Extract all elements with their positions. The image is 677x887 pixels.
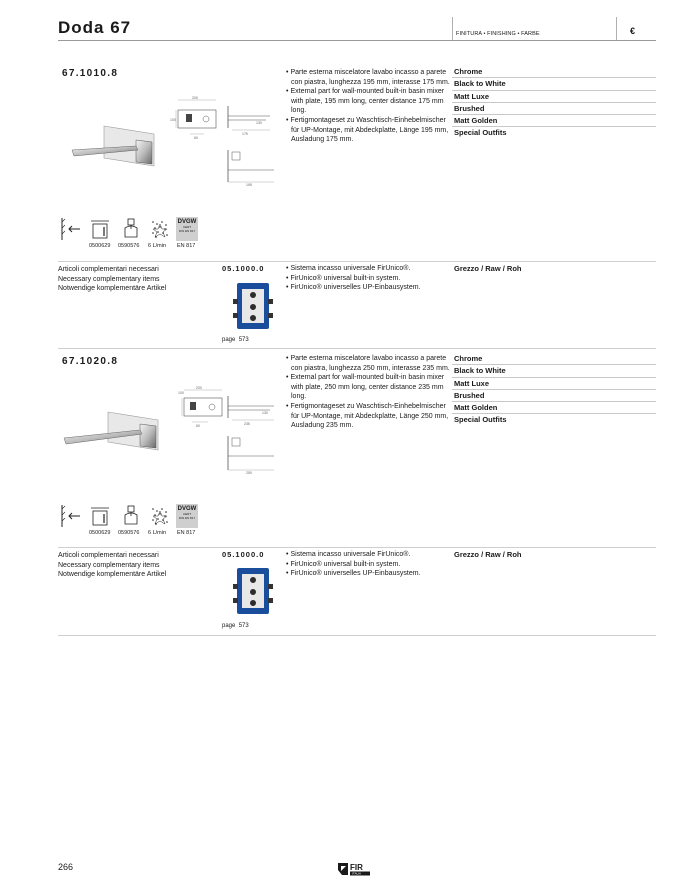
header-rule	[58, 40, 656, 41]
icon-label: EN 817	[177, 243, 196, 249]
complementary-finish: Grezzo / Raw / Roh	[454, 550, 522, 559]
complementary-label-en: Necessary complementary items	[58, 275, 160, 283]
plate-icon	[89, 218, 111, 240]
dim-depth: 60	[196, 424, 200, 428]
dim-h2: 130	[262, 411, 268, 415]
icon-label: 6 L/min	[148, 530, 167, 536]
finish-option[interactable]: Special Outfits	[454, 415, 507, 425]
complementary-description	[284, 550, 450, 579]
aerator-flow-icon	[149, 505, 171, 527]
description-en: • FirUnico® universal built-in system.	[284, 274, 450, 284]
complementary-code[interactable]: 05.1000.0	[222, 264, 265, 273]
header-divider	[452, 17, 453, 41]
finish-option[interactable]: Chrome	[452, 353, 656, 365]
logo-sub: ITALIA	[352, 871, 361, 876]
complementary-label-it: Articoli complementari necessari	[58, 266, 159, 273]
finish-option[interactable]: Brushed	[452, 390, 656, 402]
description-it: • Sistema incasso universale FirUnico®.	[284, 264, 450, 274]
page-label: page	[222, 337, 236, 343]
dim-h2: 130	[256, 121, 262, 125]
dvgw-title: DVGW	[177, 506, 197, 512]
page-number: 573	[238, 337, 249, 343]
description-en: • External part for wall-mounted built-in basin mixer with plate, 250 mm long, center distance 235 mm long.	[284, 373, 450, 402]
complementary-items-label	[58, 551, 166, 580]
complementary-label-en: Necessary complementary items	[58, 561, 160, 569]
description-de: • Fertigmontageset zu Waschtisch-Einhebelmischer für UP-Montage, mit Abdeckplatte, Länge 250 mm, Ausladung 235 mm.	[284, 402, 450, 431]
product-image	[62, 410, 162, 456]
page-number: 573	[238, 623, 249, 629]
description-it: • Parte esterna miscelatore lavabo incasso a parete con piastra, lunghezza 250 mm, interasse 235 mm.	[284, 354, 450, 373]
currency-label: €	[630, 26, 636, 36]
section-divider	[58, 547, 656, 548]
dim-proj: 195	[246, 183, 252, 187]
complementary-items-label	[58, 265, 166, 294]
complementary-label-it: Articoli complementari necessari	[58, 552, 159, 559]
icon-label: 6 L/min	[148, 243, 167, 249]
dvgw-badge	[176, 217, 198, 241]
dim-width: 200	[192, 96, 198, 100]
complementary-label-de: Notwendige komplementäre Artikel	[58, 571, 167, 579]
page-label: page	[222, 623, 236, 629]
wall-mount-icon	[60, 218, 82, 240]
dvgw-badge	[176, 504, 198, 528]
wall-mount-icon	[60, 505, 82, 527]
dvgw-sub: DIN EN 817	[178, 229, 195, 233]
description-en: • FirUnico® universal built-in system.	[284, 560, 450, 570]
dvgw-sub: DIN EN 817	[178, 516, 195, 520]
icon-labels	[0, 243, 677, 253]
page-reference[interactable]	[222, 623, 249, 629]
fir-logo	[338, 862, 374, 876]
product-description	[284, 68, 450, 145]
product-code: 67.1010.8	[62, 68, 119, 79]
finish-option[interactable]: Chrome	[452, 66, 656, 78]
icon-labels	[0, 530, 677, 540]
finish-option[interactable]: Matt Luxe	[452, 378, 656, 390]
description-en: • External part for wall-mounted built-in basin mixer with plate, 195 mm long, center distance 175 mm long.	[284, 87, 450, 116]
description-de: • FirUnico® universelles UP-Einbausystem.	[284, 283, 450, 293]
icon-label: 0500629	[89, 243, 111, 249]
product-code: 67.1020.8	[62, 356, 119, 367]
finish-option[interactable]: Special Outfits	[454, 128, 507, 138]
icon-label: 0590576	[118, 530, 140, 536]
page-number: 266	[58, 862, 74, 872]
page-reference[interactable]	[222, 337, 249, 343]
dvgw-sub: CERT	[182, 225, 192, 229]
finish-option[interactable]: Black to White	[452, 365, 656, 377]
dim-width: 200	[196, 386, 202, 390]
builtin-system-image	[233, 281, 273, 331]
description-it: • Parte esterna miscelatore lavabo incasso a parete con piastra, lunghezza 195 mm, interasse 175 mm.	[284, 68, 450, 87]
description-it: • Sistema incasso universale FirUnico®.	[284, 550, 450, 560]
product-description	[284, 354, 450, 431]
section-divider	[58, 635, 656, 636]
finish-option[interactable]: Matt Golden	[452, 402, 656, 414]
description-de: • Fertigmontageset zu Waschtisch-Einhebelmischer für UP-Montage, mit Abdeckplatte, Länge 195 mm, Ausladung 175 mm.	[284, 116, 450, 145]
product-image	[66, 124, 160, 174]
finish-option[interactable]: Matt Luxe	[452, 91, 656, 103]
finish-list	[452, 353, 656, 427]
cartridge-icon	[120, 505, 142, 527]
icon-label: 0590576	[118, 243, 140, 249]
description-de: • FirUnico® universelles UP-Einbausystem.	[284, 569, 450, 579]
dim-proj: 250	[246, 471, 252, 475]
technical-drawing	[178, 384, 278, 480]
icon-label: EN 817	[177, 530, 196, 536]
finishing-header: FINITURA • FINISHING • FARBE	[456, 31, 540, 37]
complementary-description	[284, 264, 450, 293]
section-divider	[58, 261, 656, 262]
aerator-flow-icon	[149, 218, 171, 240]
finish-option[interactable]: Matt Golden	[452, 115, 656, 127]
section-divider	[58, 348, 656, 349]
logo-text: FIR	[350, 863, 363, 872]
complementary-code[interactable]: 05.1000.0	[222, 550, 265, 559]
page-title: Doda 67	[58, 18, 132, 37]
dim-height: 100	[178, 391, 184, 395]
dim-height: 100	[170, 118, 176, 122]
builtin-system-image	[233, 566, 273, 616]
technical-drawing	[170, 94, 282, 190]
finish-option[interactable]: Black to White	[452, 78, 656, 90]
complementary-label-de: Notwendige komplementäre Artikel	[58, 285, 167, 293]
dvgw-sub: CERT	[182, 512, 192, 516]
cartridge-icon	[120, 218, 142, 240]
finish-option[interactable]: Brushed	[452, 103, 656, 115]
header-divider	[616, 17, 617, 41]
dim-spout: 235	[244, 422, 250, 426]
plate-icon	[89, 505, 111, 527]
complementary-finish: Grezzo / Raw / Roh	[454, 264, 522, 273]
dim-depth: 60	[194, 136, 198, 140]
finish-list	[452, 66, 656, 140]
icon-label: 0500629	[89, 530, 111, 536]
dim-spout: 175	[242, 132, 248, 136]
dvgw-title: DVGW	[177, 219, 197, 225]
